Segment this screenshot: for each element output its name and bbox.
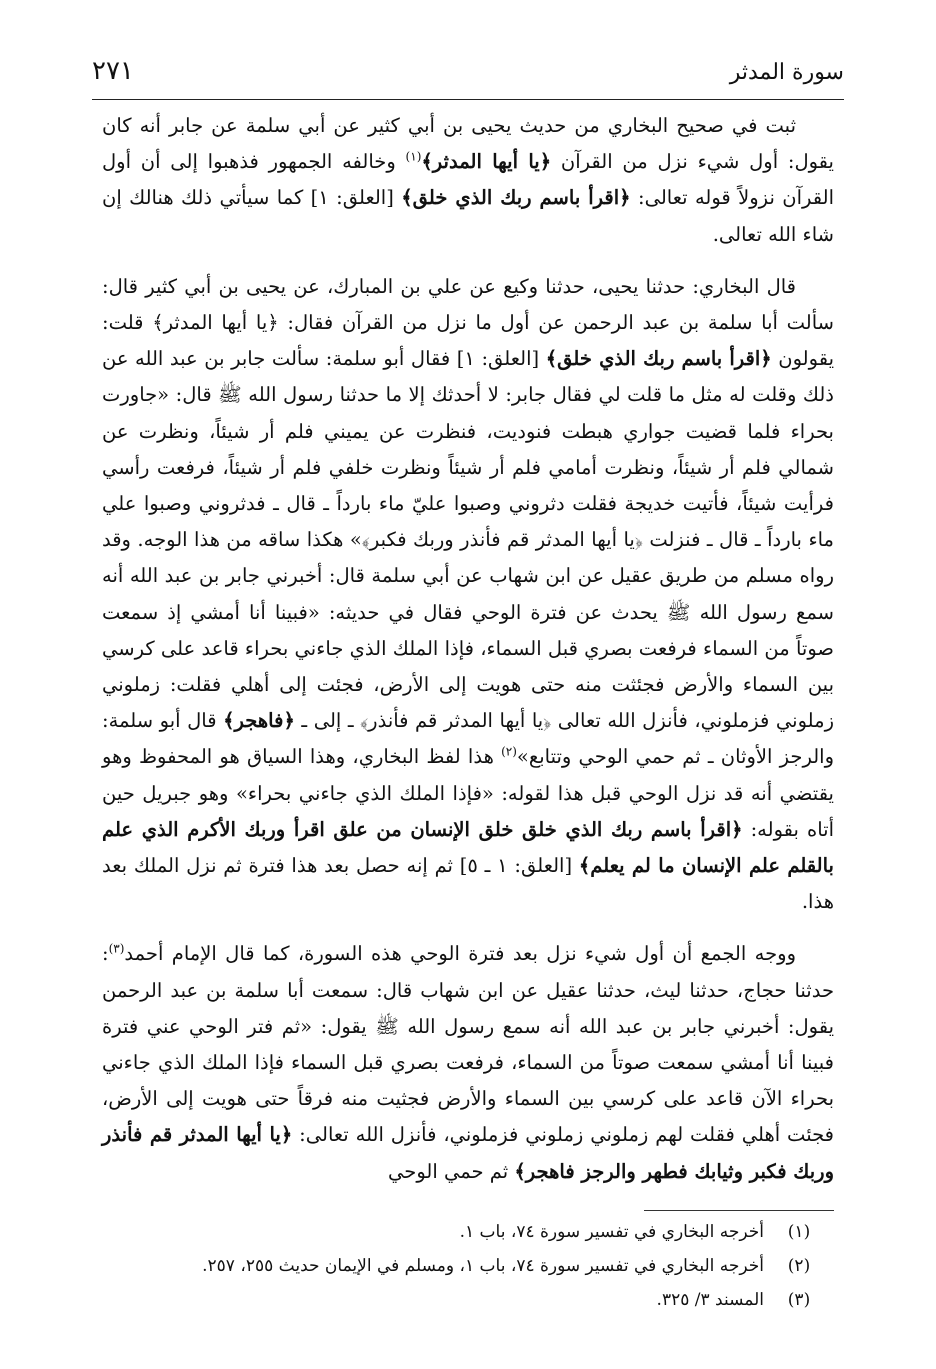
footnote-number: (١) bbox=[787, 1222, 811, 1242]
paragraph bbox=[102, 269, 834, 921]
main-text bbox=[102, 108, 834, 1190]
footnote-text: أخرجه البخاري في تفسير سورة ٧٤، باب ١. bbox=[459, 1222, 764, 1242]
footnote-ref: (٢) bbox=[501, 744, 517, 759]
text-run: : حدثنا حجاج، حدثنا ليث، حدثنا عقيل عن ابن شهاب قال: سمعت أبا سلمة بن عبد الرحمن يقول: أخبرني جابر بن عبد الله أنه سمع رسول الله ﷺ يقول: «ثم فتر الوحي عني فترة فبينا أنا أمشي سمعت صوتاً من السماء، فرفعت بصري قبل السماء فإذا الملك الذي جاءني بحراء الآن قاعد على كرسي بين السماء والأرض فجثيت منه فرقاً حتى هويت إلى الأرض، فجئت أهلي فقلت لهم زملوني زملوني فزملوني، فأنزل الله تعالى: bbox=[102, 942, 834, 1147]
footnote-divider bbox=[644, 1210, 834, 1211]
surah-title: سورة المدثر bbox=[729, 60, 844, 85]
text-run: ثبت في صحيح البخاري من حديث يحيى بن أبي كثير عن أبي سلمة عن جابر أنه كان يقول: أول شيء نزل من القرآن bbox=[102, 114, 834, 174]
quran-quote: ﴿يا أيها المدثر﴾ bbox=[421, 150, 552, 174]
page-header bbox=[92, 52, 844, 96]
text-run: وخالفه الجمهور فذهبوا إلى أن أول القرآن نزولاً قوله تعالى: bbox=[102, 150, 834, 210]
footnote-text: المسند ٣/ ٣٢٥. bbox=[656, 1290, 764, 1310]
quran-quote: ﴿يا أيها المدثر قم فأنذر وربك فكبر وثيابك فطهر والرجز فاهجر﴾ bbox=[102, 1123, 834, 1183]
quran-quote: ﴿اقرأ باسم ربك الذي خلق خلق الإنسان من علق اقرأ وربك الأكرم الذي علم بالقلم علم الإنسان ما لم يعلم﴾ bbox=[102, 817, 834, 878]
quran-quote: ﴿اقرأ باسم ربك الذي خلق﴾ bbox=[545, 347, 772, 371]
footnote bbox=[102, 1249, 834, 1283]
text-run: هذا لفظ البخاري، وهذا السياق هو المحفوظ وهو يقتضي أنه قد نزل الوحي قبل هذا لقوله: «فإذا الملك الذي جاءني بحراء» وهو جبريل حين أتاه بقوله: bbox=[102, 745, 835, 841]
footnote bbox=[102, 1283, 834, 1317]
footnote-ref: (١) bbox=[405, 149, 422, 164]
footnote bbox=[102, 1215, 834, 1249]
text-run: ثم حمي الوحي bbox=[388, 1159, 515, 1183]
footnote-text: أخرجه البخاري في تفسير سورة ٧٤، باب ١، ومسلم في الإيمان حديث ٢٥٥، ٢٥٧. bbox=[202, 1256, 764, 1276]
quran-quote: ﴿فاهجر﴾ bbox=[223, 709, 295, 733]
text-run: [العلق: ١ ـ ٥] ثم إنه حصل بعد هذا فترة ثم نزل الملك بعد هذا. bbox=[102, 854, 834, 914]
paragraph bbox=[102, 936, 834, 1189]
footnote-number: (٢) bbox=[787, 1256, 811, 1276]
footnotes bbox=[102, 1215, 834, 1317]
header-divider bbox=[92, 99, 844, 100]
text-run: [العلق: ١] فقال أبو سلمة: سألت جابر بن عبد الله عن ذلك وقلت له مثل ما قلت لي فقال جابر: لا أحدثك إلا ما حدثنا رسول الله ﷺ قال: «جاورت بحراء فلما قضيت جواري هبطت فنوديت، فنظرت عن يميني فلم أر شيئاً، ونظرت عن شمالي فلم أر شيئاً، ونظرت أمامي فلم أر شيئاً ونظرت خلفي فلم أر شيئاً، فرفعت رأسي فرأيت شيئاً، فأتيت خديجة فقلت دثروني وصبوا عليّ ماء بارداً ـ قال ـ فدثروني وصبوا علي ماء بارداً ـ قال ـ فنزلت ﴿يا أيها المدثر قم فأنذر وربك فكبر﴾» هكذا ساقه من هذا الوجه. وقد رواه مسلم من طريق عقيل عن ابن شهاب عن أبي سلمة قال: أخبرني جابر بن عبد الله أنه سمع رسول الله ﷺ يحدث عن فترة الوحي فقال في حديثه: «فبينا أنا أمشي إذ سمعت صوتاً من السماء فرفعت بصري قبل السماء، فإذا الملك الذي جاءني بحراء قاعد على كرسي بين السماء والأرض فجئثت منه حتى هويت إلى الأرض، فجئت إلى أهلي فقلت: زملوني زملوني فزملوني، فأنزل الله تعالى ﴿يا أيها المدثر قم فأنذر﴾ ـ إلى ـ bbox=[102, 347, 834, 733]
footnote-ref: (٣) bbox=[108, 941, 125, 956]
text-run: [العلق: ١] كما سيأتي ذلك هنالك إن شاء الله تعالى. bbox=[102, 186, 834, 246]
text-run: قال أبو سلمة: والرجز الأوثان ـ ثم حمي الوحي وتتابع» bbox=[102, 709, 834, 769]
text-run: ووجه الجمع أن أول شيء نزل بعد فترة الوحي هذه السورة، كما قال الإمام أحمد bbox=[124, 942, 796, 966]
page-number: ٢٧١ bbox=[92, 56, 134, 86]
quran-quote: ﴿اقرأ باسم ربك الذي خلق﴾ bbox=[401, 186, 631, 210]
text-run: قال البخاري: حدثنا يحيى، حدثنا وكيع عن علي بن المبارك، عن يحيى بن أبي كثير قال: سألت أبا سلمة بن عبد الرحمن عن أول ما نزل من القرآن فقال: ﴿يا أيها المدثر﴾ قلت: يقولون bbox=[102, 274, 834, 371]
footnote-number: (٣) bbox=[787, 1290, 811, 1310]
paragraph bbox=[102, 108, 834, 253]
